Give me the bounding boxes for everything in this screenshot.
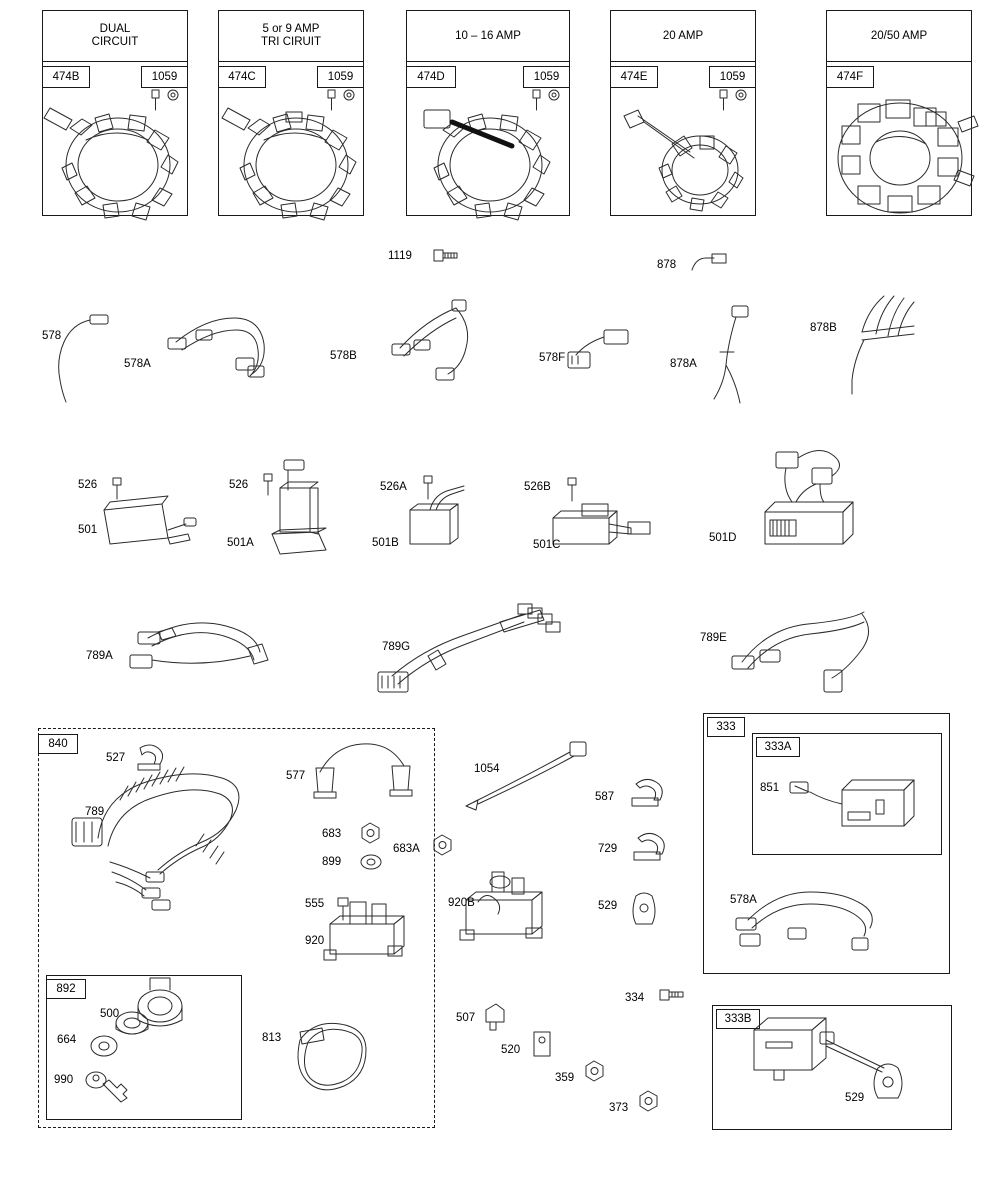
plug-wire-577-art [314,744,412,798]
wire-878A-art [714,306,748,403]
bolt-526A-art [424,476,432,499]
washer-664b-art [91,1036,117,1056]
callout-878: 878 [657,259,677,271]
part-tag-1059-b: 1059 [317,66,364,88]
wire-878B-art [852,296,914,394]
callout-577: 577 [286,770,306,782]
callout-529-right: 529 [845,1092,865,1104]
module-501B-art [410,486,464,544]
module-501C-art [553,504,650,544]
part-tag-1059-d: 1059 [709,66,756,88]
callout-789G: 789G [382,641,411,653]
assembly-header-line2: TRI CIRUIT [260,36,322,48]
callout-899: 899 [322,856,342,868]
fastener-1059-d-art [720,90,746,110]
part-tag-840: 840 [38,734,78,754]
part-tag-333: 333 [707,717,745,737]
callout-1119: 1119 [388,250,412,262]
module-501-art [104,496,196,544]
callout-683A: 683A [393,843,420,855]
grommet-529-mid-art [633,893,655,924]
callout-526A: 526A [380,481,407,493]
harness-789-art [72,767,239,910]
callout-813: 813 [262,1032,282,1044]
part-tag-474E: 474E [610,66,658,88]
part-tag-474B: 474B [42,66,90,88]
terminal-878-art [692,254,726,270]
bracket-520-art [534,1032,550,1056]
nut-373-art [640,1091,657,1111]
key-990-art [86,1072,127,1102]
callout-520: 520 [501,1044,521,1056]
washer-899-art [361,855,381,869]
module-333B-art [754,1018,884,1080]
nut-359-art [586,1061,603,1081]
callout-578A-right: 578A [730,894,757,906]
callout-920: 920 [305,935,325,947]
harness-789A-art [130,623,268,668]
callout-526-left: 526 [78,479,98,491]
callout-878B: 878B [810,322,837,334]
callout-501C: 501C [533,539,561,551]
stator-474E-art [624,110,743,211]
callout-587: 587 [595,791,615,803]
fastener-1059-a-art [152,90,178,110]
assembly-header-line1: DUAL [99,23,131,35]
part-tag-333B: 333B [716,1009,760,1029]
part-tag-474D: 474D [406,66,456,88]
wire-578F-art [568,330,628,368]
callout-578: 578 [42,330,62,342]
assembly-header-line1: 20 AMP [662,29,704,42]
wire-578A-art [168,318,264,377]
callout-578A: 578A [124,358,151,370]
callout-529-mid: 529 [598,900,618,912]
clamp-813-art [298,1023,366,1090]
clip-587-art [632,779,662,806]
callout-878A: 878A [670,358,697,370]
callout-501D: 501D [709,532,737,544]
callout-789: 789 [85,806,105,818]
callout-578F: 578F [539,352,566,364]
wire-578-art [59,315,108,402]
callout-789E: 789E [700,632,727,644]
harness-789E-art [732,612,869,692]
bolt-526-left-art [113,478,121,499]
clip-507-art [486,1004,504,1030]
grommet-529-right-art [874,1064,902,1098]
callout-578B: 578B [330,350,357,362]
part-tag-892: 892 [46,979,86,999]
callout-683: 683 [322,828,342,840]
callout-359: 359 [555,1072,575,1084]
callout-789A: 789A [86,650,113,662]
assembly-header-line1: 20/50 AMP [870,29,928,42]
stator-474D-art [424,110,550,220]
callout-664: 664 [57,1034,77,1046]
callout-851: 851 [760,782,780,794]
switch-500-art [138,978,182,1026]
callout-527: 527 [106,752,126,764]
nut-683-art [362,823,379,843]
clip-729-art [634,833,664,860]
assembly-header-line1: 5 or 9 AMP [262,23,320,35]
nut-683A-art [434,835,451,855]
callout-507: 507 [456,1012,476,1024]
clip-527-art [138,745,163,770]
callout-501A: 501A [227,537,254,549]
module-333A-art [790,780,914,826]
callout-920B: 920B [448,897,475,909]
part-tag-1059-c: 1059 [523,66,570,88]
callout-501B: 501B [372,537,399,549]
assembly-header-line2: CIRCUIT [91,36,139,48]
callout-990: 990 [54,1074,74,1086]
callout-526B: 526B [524,481,551,493]
stator-474D-pointer [452,122,512,146]
callout-501: 501 [78,524,98,536]
part-tag-474C: 474C [218,66,266,88]
callout-500: 500 [100,1008,120,1020]
bolt-526-mid-art [264,474,272,495]
callout-334: 334 [625,992,645,1004]
callout-373: 373 [609,1102,629,1114]
fastener-1059-b-art [328,90,354,110]
callout-1054: 1054 [474,763,500,775]
solenoid-920-art [324,902,404,960]
stator-474B-art [44,108,178,220]
callout-526-mid: 526 [229,479,249,491]
part-tag-474F: 474F [826,66,874,88]
bolt-526B-art [568,478,576,501]
wire-578B-art [392,300,468,380]
part-tag-1059-a: 1059 [141,66,188,88]
module-501A-art [272,460,326,554]
bolt-1119-art [434,250,457,261]
cable-tie-1054-art [466,742,586,810]
stator-474C-art [222,108,356,220]
module-501D-art [765,450,853,544]
stator-474F-art [838,100,978,213]
fastener-1059-c-art [533,90,559,110]
assembly-header-line1: 10 – 16 AMP [455,29,521,42]
callout-555: 555 [305,898,325,910]
bolt-334-art [660,990,683,1000]
part-tag-333A: 333A [756,737,800,757]
callout-729: 729 [598,843,618,855]
